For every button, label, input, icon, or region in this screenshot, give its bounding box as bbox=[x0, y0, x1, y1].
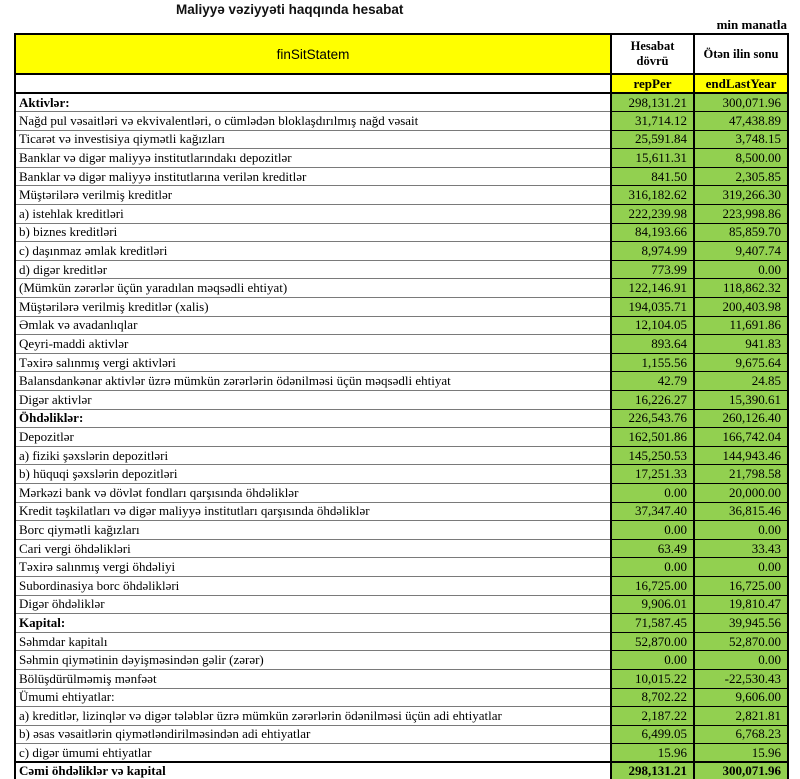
table-row bbox=[15, 595, 788, 614]
row-end-value: 0.00 bbox=[694, 521, 788, 540]
header-report-period: Hesabat dövrü bbox=[611, 34, 694, 74]
row-label: Təxirə salınmış vergi aktivləri bbox=[15, 353, 611, 372]
subheader-empty-cell bbox=[15, 74, 611, 93]
row-label: Öhdəliklər: bbox=[15, 409, 611, 428]
row-label: Kredit təşkilatları və digər maliyyə institutları qarşısında öhdəliklər bbox=[15, 502, 611, 521]
row-label: Səhmin qiymətinin dəyişməsindən gəlir (zərər) bbox=[15, 651, 611, 670]
row-rep-value: 6,499.05 bbox=[611, 725, 694, 744]
row-end-value: 24.85 bbox=[694, 372, 788, 391]
table-header-row bbox=[15, 34, 788, 74]
row-rep-value: 16,226.27 bbox=[611, 391, 694, 410]
row-rep-value: 9,906.01 bbox=[611, 595, 694, 614]
page-title: Maliyyə vəziyyəti haqqında hesabat bbox=[176, 2, 404, 17]
row-rep-value: 298,131.21 bbox=[611, 762, 694, 779]
table-row bbox=[15, 521, 788, 540]
table-row bbox=[15, 465, 788, 484]
table-row bbox=[15, 112, 788, 131]
row-end-value: 144,943.46 bbox=[694, 446, 788, 465]
table-row bbox=[15, 316, 788, 335]
row-end-value: 223,998.86 bbox=[694, 205, 788, 224]
row-label: Əmlak və avadanlıqlar bbox=[15, 316, 611, 335]
row-end-value: 6,768.23 bbox=[694, 725, 788, 744]
row-label: Nağd pul vəsaitləri və ekvivalentləri, o cümlədən bloklaşdırılmış nağd vəsait bbox=[15, 112, 611, 131]
table-row bbox=[15, 130, 788, 149]
row-label: Təxirə salınmış vergi öhdəliyi bbox=[15, 558, 611, 577]
table-row bbox=[15, 205, 788, 224]
row-label: Subordinasiya borc öhdəlikləri bbox=[15, 576, 611, 595]
row-end-value: 8,500.00 bbox=[694, 149, 788, 168]
row-rep-value: 194,035.71 bbox=[611, 298, 694, 317]
table-row bbox=[15, 372, 788, 391]
row-rep-value: 25,591.84 bbox=[611, 130, 694, 149]
row-label: Bölüşdürülməmiş mənfəət bbox=[15, 669, 611, 688]
row-label: Müştərilərə verilmiş kreditlər (xalis) bbox=[15, 298, 611, 317]
row-end-value: 9,675.64 bbox=[694, 353, 788, 372]
row-end-value: 20,000.00 bbox=[694, 483, 788, 502]
row-label: Banklar və digər maliyyə institutlarına verilən kreditlər bbox=[15, 167, 611, 186]
row-end-value: 9,407.74 bbox=[694, 242, 788, 261]
table-row bbox=[15, 93, 788, 112]
row-rep-value: 316,182.62 bbox=[611, 186, 694, 205]
row-rep-value: 222,239.98 bbox=[611, 205, 694, 224]
row-rep-value: 71,587.45 bbox=[611, 614, 694, 633]
row-label: Müştərilərə verilmiş kreditlər bbox=[15, 186, 611, 205]
row-end-value: 0.00 bbox=[694, 558, 788, 577]
row-rep-value: 42.79 bbox=[611, 372, 694, 391]
row-end-value: 21,798.58 bbox=[694, 465, 788, 484]
table-row bbox=[15, 260, 788, 279]
subheader-repper: repPer bbox=[611, 74, 694, 93]
row-rep-value: 841.50 bbox=[611, 167, 694, 186]
row-end-value: 39,945.56 bbox=[694, 614, 788, 633]
row-end-value: 300,071.96 bbox=[694, 762, 788, 779]
table-row bbox=[15, 688, 788, 707]
row-rep-value: 0.00 bbox=[611, 651, 694, 670]
row-rep-value: 8,702.22 bbox=[611, 688, 694, 707]
row-rep-value: 84,193.66 bbox=[611, 223, 694, 242]
row-label: (Mümkün zərərlər üçün yaradılan məqsədli ehtiyat) bbox=[15, 279, 611, 298]
row-rep-value: 122,146.91 bbox=[611, 279, 694, 298]
row-rep-value: 37,347.40 bbox=[611, 502, 694, 521]
row-rep-value: 15,611.31 bbox=[611, 149, 694, 168]
row-rep-value: 15.96 bbox=[611, 744, 694, 763]
row-label: Digər öhdəliklər bbox=[15, 595, 611, 614]
row-label: c) digər ümumi ehtiyatlar bbox=[15, 744, 611, 763]
table-row bbox=[15, 614, 788, 633]
table-row bbox=[15, 186, 788, 205]
row-end-value: 33.43 bbox=[694, 539, 788, 558]
table-row bbox=[15, 391, 788, 410]
table-row bbox=[15, 409, 788, 428]
table-row bbox=[15, 242, 788, 261]
table-row bbox=[15, 744, 788, 763]
row-end-value: 118,862.32 bbox=[694, 279, 788, 298]
row-label: b) biznes kreditləri bbox=[15, 223, 611, 242]
row-end-value: 200,403.98 bbox=[694, 298, 788, 317]
row-rep-value: 10,015.22 bbox=[611, 669, 694, 688]
table-row bbox=[15, 223, 788, 242]
row-label: Cəmi öhdəliklər və kapital bbox=[15, 762, 611, 779]
row-label: a) fiziki şəxslərin depozitləri bbox=[15, 446, 611, 465]
row-end-value: 300,071.96 bbox=[694, 93, 788, 112]
row-label: Cari vergi öhdəlikləri bbox=[15, 539, 611, 558]
table-row bbox=[15, 428, 788, 447]
table-row bbox=[15, 558, 788, 577]
table-row bbox=[15, 335, 788, 354]
row-end-value: 11,691.86 bbox=[694, 316, 788, 335]
row-end-value: 85,859.70 bbox=[694, 223, 788, 242]
row-label: Aktivlər: bbox=[15, 93, 611, 112]
row-end-value: 16,725.00 bbox=[694, 576, 788, 595]
row-rep-value: 12,104.05 bbox=[611, 316, 694, 335]
table-row bbox=[15, 446, 788, 465]
table-row bbox=[15, 149, 788, 168]
row-rep-value: 0.00 bbox=[611, 483, 694, 502]
row-rep-value: 298,131.21 bbox=[611, 93, 694, 112]
table-row bbox=[15, 576, 788, 595]
row-end-value: 47,438.89 bbox=[694, 112, 788, 131]
table-row bbox=[15, 725, 788, 744]
table-row bbox=[15, 502, 788, 521]
row-rep-value: 52,870.00 bbox=[611, 632, 694, 651]
row-rep-value: 1,155.56 bbox=[611, 353, 694, 372]
header-finsitstatem: finSitStatem bbox=[15, 34, 611, 74]
row-end-value: 0.00 bbox=[694, 651, 788, 670]
table-row bbox=[15, 632, 788, 651]
row-label: Depozitlər bbox=[15, 428, 611, 447]
row-end-value: 2,305.85 bbox=[694, 167, 788, 186]
row-label: Qeyri-maddi aktivlər bbox=[15, 335, 611, 354]
row-end-value: 260,126.40 bbox=[694, 409, 788, 428]
row-rep-value: 17,251.33 bbox=[611, 465, 694, 484]
row-label: b) hüquqi şəxslərin depozitləri bbox=[15, 465, 611, 484]
row-label: Kapital: bbox=[15, 614, 611, 633]
table-subheader-row bbox=[15, 74, 788, 93]
row-label: Balansdankənar aktivlər üzrə mümkün zərərlərin ödənilməsi üçün məqsədli ehtiyat bbox=[15, 372, 611, 391]
row-end-value: 15,390.61 bbox=[694, 391, 788, 410]
row-label: Ticarət və investisiya qiymətli kağızları bbox=[15, 130, 611, 149]
row-rep-value: 63.49 bbox=[611, 539, 694, 558]
row-label: a) kreditlər, lizinqlər və digər tələblər üzrə mümkün zərərlərin ödənilməsi üçün adi ehtiyatlar bbox=[15, 707, 611, 726]
row-rep-value: 893.64 bbox=[611, 335, 694, 354]
row-label: Banklar və digər maliyyə institutlarındakı depozitlər bbox=[15, 149, 611, 168]
row-rep-value: 145,250.53 bbox=[611, 446, 694, 465]
row-label: c) daşınmaz əmlak kreditləri bbox=[15, 242, 611, 261]
row-label: Ümumi ehtiyatlar: bbox=[15, 688, 611, 707]
row-end-value: 15.96 bbox=[694, 744, 788, 763]
row-rep-value: 31,714.12 bbox=[611, 112, 694, 131]
row-end-value: 3,748.15 bbox=[694, 130, 788, 149]
row-end-value: 2,821.81 bbox=[694, 707, 788, 726]
table-row bbox=[15, 279, 788, 298]
financial-statement-table bbox=[14, 33, 789, 779]
row-end-value: 36,815.46 bbox=[694, 502, 788, 521]
row-label: b) əsas vəsaitlərin qiymətləndirilməsindən adi ehtiyatlar bbox=[15, 725, 611, 744]
row-end-value: 166,742.04 bbox=[694, 428, 788, 447]
row-rep-value: 0.00 bbox=[611, 558, 694, 577]
row-label: a) istehlak kreditləri bbox=[15, 205, 611, 224]
row-label: Mərkəzi bank və dövlət fondları qarşısında öhdəliklər bbox=[15, 483, 611, 502]
row-rep-value: 16,725.00 bbox=[611, 576, 694, 595]
table-row bbox=[15, 762, 788, 779]
table-row bbox=[15, 298, 788, 317]
header-last-year: Ötən ilin sonu bbox=[694, 34, 788, 74]
table-row bbox=[15, 353, 788, 372]
table-row bbox=[15, 167, 788, 186]
table-row bbox=[15, 669, 788, 688]
row-end-value: 319,266.30 bbox=[694, 186, 788, 205]
row-rep-value: 0.00 bbox=[611, 521, 694, 540]
row-end-value: 0.00 bbox=[694, 260, 788, 279]
table-row bbox=[15, 651, 788, 670]
row-rep-value: 226,543.76 bbox=[611, 409, 694, 428]
row-end-value: 9,606.00 bbox=[694, 688, 788, 707]
subheader-endlastyear: endLastYear bbox=[694, 74, 788, 93]
row-end-value: 52,870.00 bbox=[694, 632, 788, 651]
table-row bbox=[15, 707, 788, 726]
row-label: Borc qiymətli kağızları bbox=[15, 521, 611, 540]
unit-note: min manatla bbox=[716, 17, 787, 32]
row-end-value: 941.83 bbox=[694, 335, 788, 354]
row-rep-value: 773.99 bbox=[611, 260, 694, 279]
row-label: d) digər kreditlər bbox=[15, 260, 611, 279]
table-row bbox=[15, 483, 788, 502]
row-rep-value: 2,187.22 bbox=[611, 707, 694, 726]
row-label: Səhmdar kapitalı bbox=[15, 632, 611, 651]
table-row bbox=[15, 539, 788, 558]
row-label: Digər aktivlər bbox=[15, 391, 611, 410]
row-end-value: -22,530.43 bbox=[694, 669, 788, 688]
row-rep-value: 162,501.86 bbox=[611, 428, 694, 447]
row-end-value: 19,810.47 bbox=[694, 595, 788, 614]
row-rep-value: 8,974.99 bbox=[611, 242, 694, 261]
table-body bbox=[15, 93, 788, 779]
